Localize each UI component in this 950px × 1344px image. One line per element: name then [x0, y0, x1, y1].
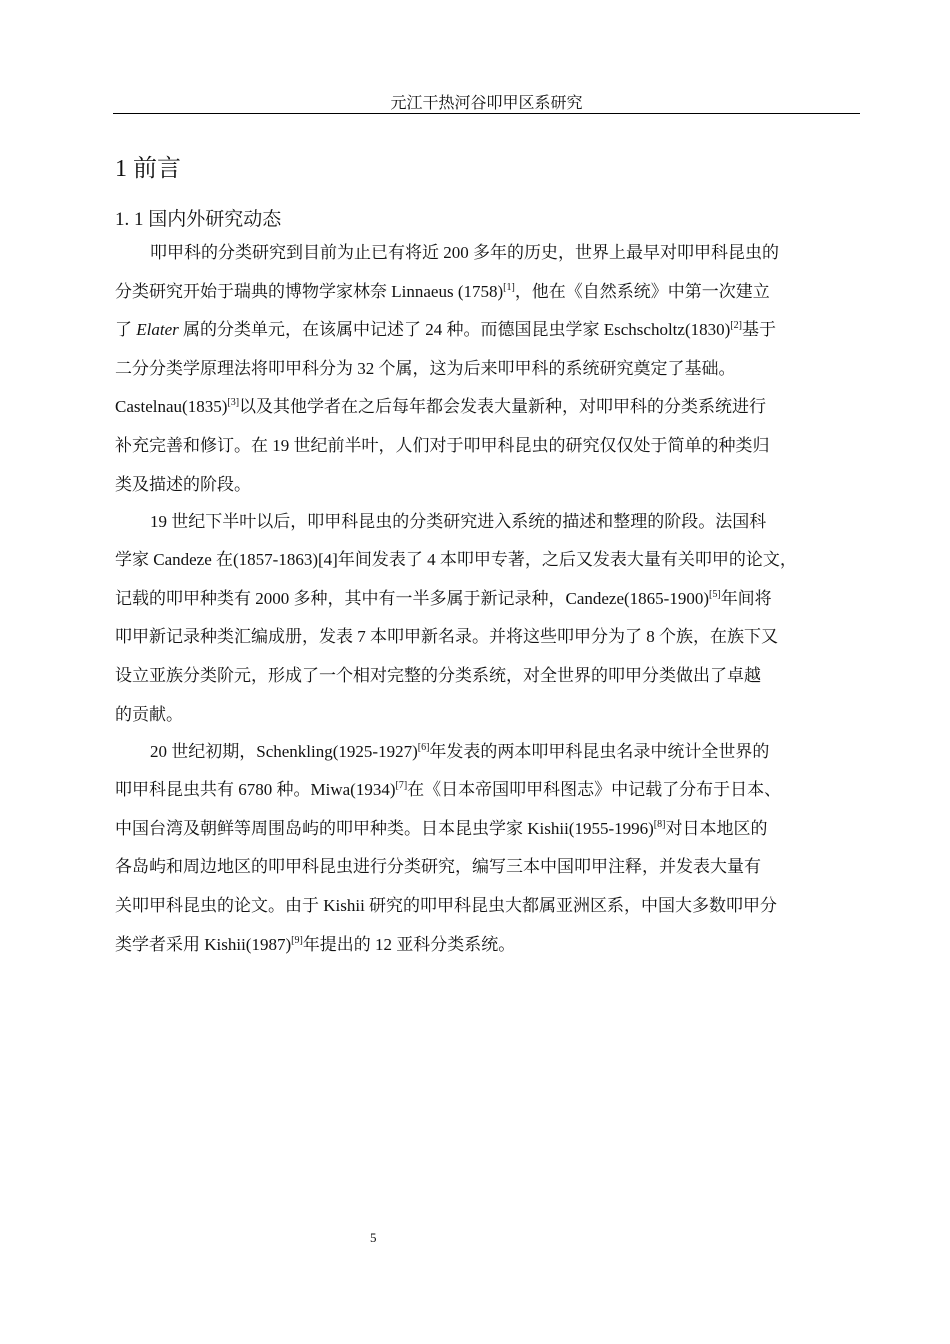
text-run: 基于 — [741, 320, 776, 340]
text-run: 对日本地区的 — [665, 818, 768, 838]
paragraph-line — [115, 893, 875, 932]
text-run: 学家 Candeze 在(1857-1863)[4]年间发表了 4 本叩甲专著，之后又发表大量有关叩甲的论文， — [115, 550, 797, 570]
header-divider — [113, 113, 860, 114]
paragraph-line — [115, 317, 875, 356]
paragraph-line — [115, 702, 875, 739]
paragraph-line — [115, 777, 875, 816]
paragraph-line — [115, 624, 875, 663]
subsection-heading: 1. 1 国内外研究动态 — [115, 209, 282, 230]
text-run: 各岛屿和周边地区的叩甲科昆虫进行分类研究，编写三本中国叩甲注释，并发表大量有 — [115, 857, 761, 877]
text-run: 记载的叩甲种类有 2000 多种，其中有一半多属于新记录种，Candeze(1865-1900) — [115, 588, 710, 608]
citation-ref: [9] — [291, 934, 303, 946]
paragraph-line — [115, 394, 875, 433]
text-run: 了 — [115, 320, 137, 340]
paragraph-line — [115, 854, 875, 893]
citation-ref: [5] — [709, 588, 721, 600]
text-run: 叩甲科的分类研究到目前为止已有将近 200 多年的历史，世界上最早对叩甲科昆虫的 — [150, 243, 779, 262]
text-run: 19 世纪下半叶以后，叩甲科昆虫的分类研究进入系统的描述和整理的阶段。法国科 — [150, 511, 767, 531]
text-run: 在《日本帝国叩甲科图志》中记载了分布于日本、 — [407, 780, 782, 800]
paragraph-line — [115, 586, 875, 625]
running-header: 元江干热河谷叩甲区系研究 — [390, 95, 583, 112]
text-run: 以及其他学者在之后每年都会发表大量新种，对叩甲科的分类系统进行 — [239, 397, 767, 417]
text-run: 年发表的两本叩甲科昆虫名录中统计全世界的 — [429, 741, 770, 761]
citation-ref: [7] — [395, 780, 408, 792]
paragraph-line — [115, 509, 875, 548]
text-run: Castelnau(1835) — [115, 397, 228, 417]
text-run: 叩甲新记录种类汇编成册，发表 7 本叩甲新名录。并将这些叩甲分为了 8 个族，在族下又 — [115, 627, 778, 647]
paragraph-line — [115, 472, 875, 509]
paragraph-line — [115, 356, 875, 395]
text-run: 设立亚族分类阶元，形成了一个相对完整的分类系统，对全世界的叩甲分类做出了卓越 — [115, 665, 761, 685]
body-text — [115, 240, 875, 969]
paragraph-line — [115, 739, 875, 778]
section-heading: 1 前言 — [115, 156, 181, 182]
text-run: 二分分类学原理法将叩甲科分为 32 个属，这为后来叩甲科的系统研究奠定了基础。 — [115, 358, 736, 378]
text-run: 类及描述的阶段。 — [115, 474, 251, 494]
paragraph-line — [115, 816, 875, 855]
text-run: 补充完善和修订。在 19 世纪前半叶，人们对于叩甲科昆虫的研究仅仅处于简单的种类归 — [115, 435, 770, 455]
paragraph-line — [115, 663, 875, 702]
page-number: 5 — [370, 1230, 377, 1245]
citation-ref: [2] — [730, 320, 742, 332]
text-run: ，他在《自然系统》中第一次建立 — [514, 281, 770, 301]
text-run: Elater — [136, 320, 179, 340]
paragraph-line — [115, 240, 875, 279]
citation-ref: [6] — [417, 741, 430, 753]
paragraph-line — [115, 433, 875, 472]
text-run: 年提出的 12 亚科分类系统。 — [302, 934, 516, 954]
citation-ref: [1] — [503, 281, 515, 293]
paragraph-line — [115, 547, 875, 586]
text-run: 类学者采用 Kishii(1987) — [115, 934, 292, 954]
text-run: 分类研究开始于瑞典的博物学家林奈 Linnaeus (1758) — [115, 281, 504, 301]
paragraph-line — [115, 279, 875, 318]
text-run: 的贡献。 — [115, 704, 183, 724]
citation-ref: [8] — [653, 818, 666, 830]
citation-ref: [3] — [227, 397, 240, 409]
text-run: 叩甲科昆虫共有 6780 种。Miwa(1934) — [115, 780, 396, 800]
text-run: 中国台湾及朝鲜等周围岛屿的叩甲种类。日本昆虫学家 Kishii(1955-1996) — [115, 818, 654, 838]
text-run: 20 世纪初期，Schenkling(1925-1927) — [150, 741, 418, 761]
paragraph-line — [115, 932, 875, 969]
text-run: 属的分类单元，在该属中记述了 24 种。而德国昆虫学家 Eschscholtz(1830) — [178, 320, 731, 340]
text-run: 关叩甲科昆虫的论文。由于 Kishii 研究的叩甲科昆虫大都属亚洲区系，中国大多数叩甲分 — [115, 895, 778, 915]
text-run: 年间将 — [720, 588, 772, 608]
